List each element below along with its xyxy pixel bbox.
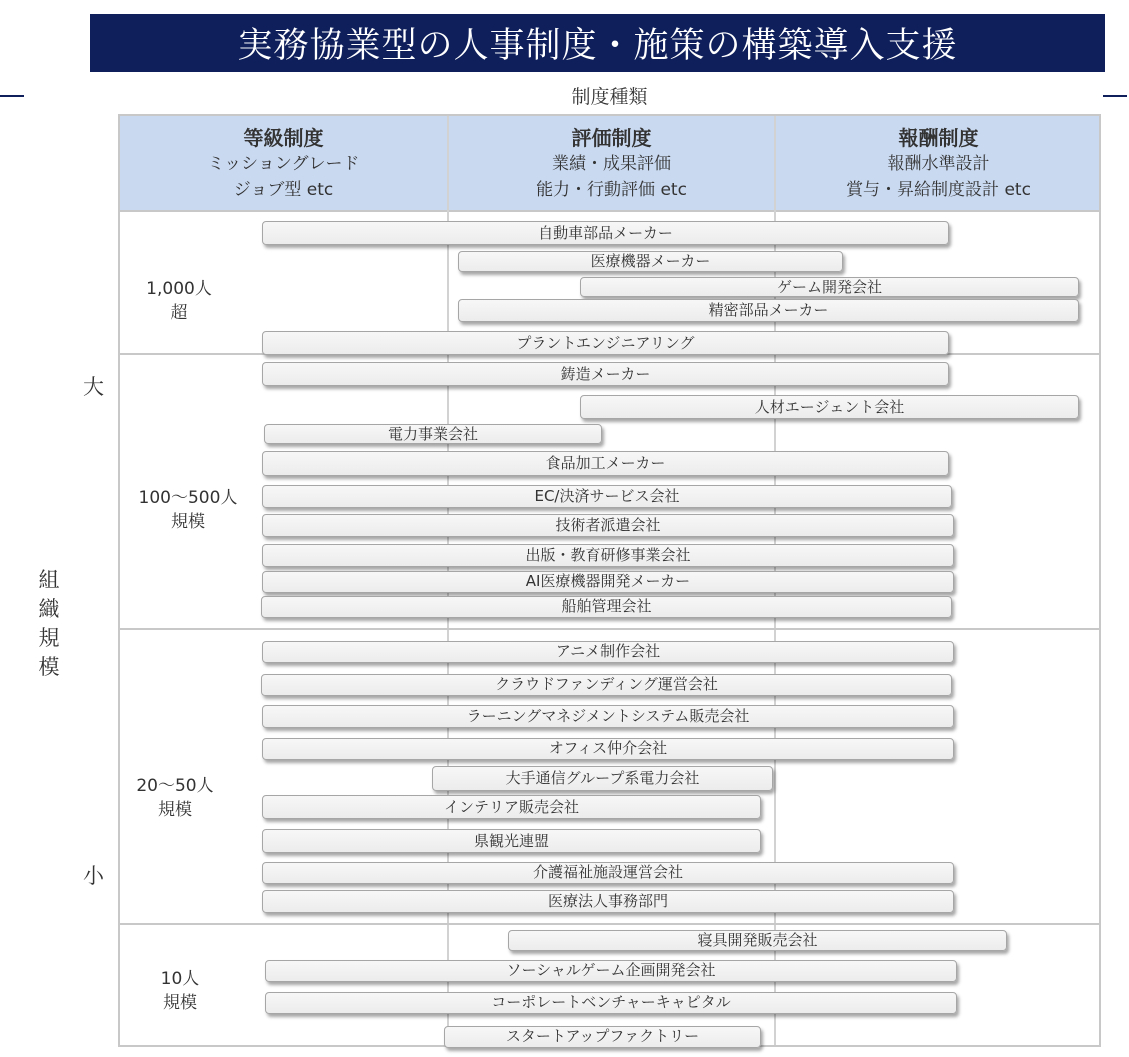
row-divider (120, 923, 1099, 925)
company-bar: 医療法人事務部門 (262, 890, 954, 913)
page-title: 実務協業型の人事制度・施策の構築導入支援 (90, 14, 1105, 72)
company-bar: ラーニングマネジメントシステム販売会社 (262, 705, 954, 728)
company-bar: 出版・教育研修事業会社 (262, 544, 954, 567)
size-label-100-500 (124, 486, 252, 534)
row-divider (120, 628, 1099, 630)
header-compensation-line2: 賞与・昇給制度設計 etc (846, 180, 1031, 200)
size-label-10 (128, 967, 232, 1015)
axis-top-label: 大 (83, 375, 104, 399)
size-label-1000 (124, 277, 234, 325)
company-bar: クラウドファンディング運営会社 (261, 674, 952, 696)
company-bar: 介護福祉施設運営会社 (262, 862, 954, 884)
header-grade (120, 116, 447, 210)
size-label-20-50-line2: 規模 (158, 800, 192, 820)
company-bar: 技術者派遣会社 (262, 514, 954, 537)
company-bar: ソーシャルゲーム企画開発会社 (265, 960, 957, 982)
size-label-100-500-line1: 100～500人 (138, 488, 238, 508)
size-label-10-line1: 10人 (160, 969, 200, 989)
header-compensation-title: 報酬制度 (898, 126, 979, 150)
company-bar: 船舶管理会社 (261, 596, 952, 618)
company-bar: AI医療機器開発メーカー (262, 571, 954, 593)
company-bar: 県観光連盟 (262, 829, 761, 853)
company-bar: 電力事業会社 (264, 424, 602, 444)
header-evaluation-line1: 業績・成果評価 (552, 154, 671, 174)
size-label-1000-line2: 超 (170, 303, 188, 323)
company-bar: 食品加工メーカー (262, 451, 949, 476)
subtitle: 制度種類 (571, 86, 648, 108)
company-bar: アニメ制作会社 (262, 641, 954, 663)
company-bar: 医療機器メーカー (458, 251, 843, 272)
company-bar: ゲーム開発会社 (580, 277, 1079, 297)
company-bar: オフィス仲介会社 (262, 738, 954, 760)
header-row (120, 116, 1099, 212)
company-bar: プラントエンジニアリング (262, 331, 949, 355)
header-compensation-line1: 報酬水準設計 (887, 154, 990, 174)
company-bar: 鋳造メーカー (262, 362, 949, 386)
left-rule (0, 95, 24, 97)
size-label-20-50-line1: 20～50人 (136, 776, 214, 796)
company-bar: インテリア販売会社 (262, 795, 761, 819)
company-bar: スタートアップファクトリー (444, 1026, 761, 1048)
company-bar: 精密部品メーカー (458, 299, 1079, 322)
size-label-10-line2: 規模 (163, 993, 197, 1013)
company-bar: 寝具開発販売会社 (508, 930, 1007, 951)
header-evaluation (448, 116, 775, 210)
header-grade-title: 等級制度 (243, 126, 324, 150)
company-bar: 人材エージェント会社 (580, 395, 1079, 419)
header-evaluation-line2: 能力・行動評価 etc (536, 180, 687, 200)
axis-bottom-label: 小 (83, 864, 104, 888)
header-compensation (775, 116, 1102, 210)
size-label-1000-line1: 1,000人 (146, 279, 212, 299)
size-label-100-500-line2: 規模 (171, 512, 205, 532)
company-bar: 自動車部品メーカー (262, 221, 949, 245)
axis-label: 組織規模 (38, 568, 60, 679)
size-label-20-50 (122, 774, 228, 822)
right-rule (1103, 95, 1127, 97)
company-bar: コーポレートベンチャーキャピタル (265, 992, 957, 1014)
header-grade-line2: ジョブ型 etc (233, 180, 334, 200)
header-grade-line1: ミッショングレード (207, 154, 360, 174)
header-evaluation-title: 評価制度 (571, 126, 652, 150)
company-bar: 大手通信グループ系電力会社 (432, 766, 773, 791)
company-bar: EC/決済サービス会社 (262, 485, 952, 508)
